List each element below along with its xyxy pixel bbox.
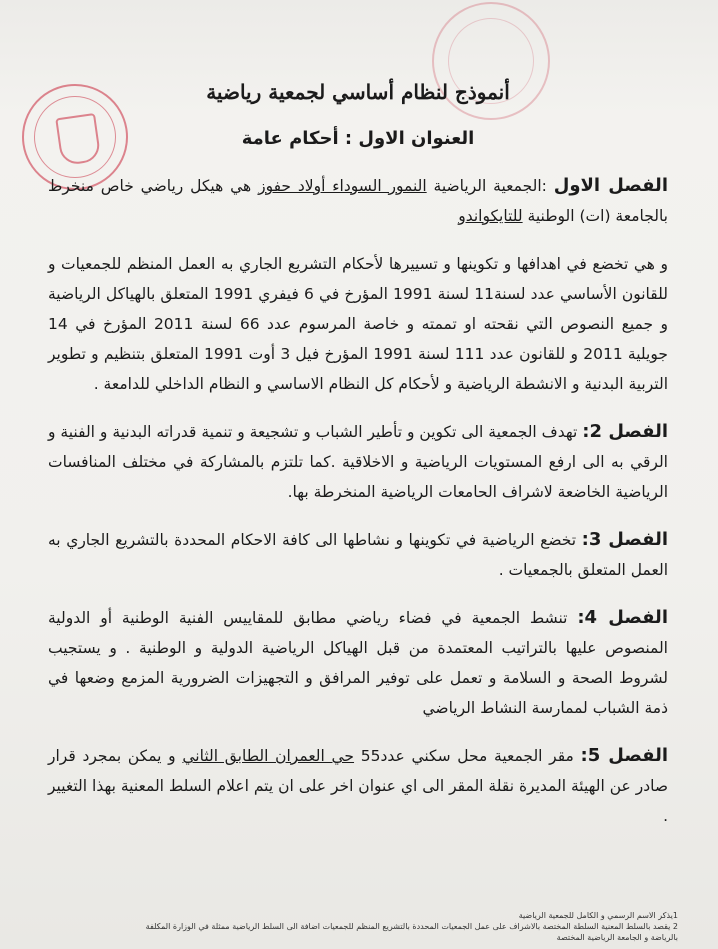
article-heading: الفصل 5:: [580, 745, 668, 766]
footnote: 2 يقصد بالسلط المعنية السلطة المختصة بالاشراف على عمل الجمعيات المحددة بالتشريع المنظم للجمعيات اضافة الى السلط الرياضية ممثلة في الوزارة المكلفة: [145, 922, 678, 931]
article-heading: الفصل 3:: [581, 529, 668, 550]
footnote: بالرياضة و الجامعة الرياضية المختصة: [556, 933, 678, 942]
article-heading: الفصل الاول: [553, 175, 668, 196]
article-text: :الجمعية الرياضية: [426, 177, 554, 195]
article-4: [48, 603, 668, 723]
article-2: [48, 417, 668, 507]
footnotes: [40, 910, 678, 943]
article-text: و هي تخضع في اهدافها و تكوينها و تسييرها لأحكام التشريع الجاري به العمل المنظم للجمعيات و للقانون الأساسي عدد لسنة11 لسنة 1991 المؤرخ في 6 فيفري 1991 المتعلق بالهياكل الرياضية و جميع النصوص التي نقحته او تممته و خاصة المرسوم عدد 66 لسنة 2011 المؤرخ في 14 جويلية 2011 و للقانون عدد 111 لسنة 1991 المؤرخ فيل 3 أوت 1991 المتعلق بتنظيم و تطوير التربية البدنية و الانشطة الرياضية و لأحكام كل النظام الاساسي و النظام الداخلي للدامعة .: [48, 255, 668, 393]
association-name: النمور السوداء أولاد حفوز: [258, 177, 427, 195]
article-text: مقر الجمعية محل سكني عدد55: [354, 747, 581, 765]
footnote: 1يذكر الاسم الرسمي و الكامل للجمعية الرياضية: [518, 911, 678, 920]
article-text: تهدف الجمعية الى تكوين و تأطير الشباب و تشجيعة و تنمية قدراته البدنية و الفنية و الرقي به الى ارفع المستويات الرياضية و الاخلاقية .كما تلتزم بالمشاركة في مختلف المنافسات الرياضية الخاضعة لاشراف الحامعات الرياضية المنخرطة بها.: [48, 423, 668, 501]
document-title: أنموذج لنظام أساسي لجمعية رياضية: [206, 80, 510, 104]
federation-name: للتايكواندو: [458, 207, 523, 225]
article-3: [48, 525, 668, 585]
document-body: [48, 80, 668, 849]
article-text: هي هيكل رياضي خاص منخرط بالجامعة (ات) الوطنية: [48, 177, 668, 225]
article-heading: الفصل 4:: [577, 607, 668, 628]
section-title: العنوان الاول : أحكام عامة: [241, 128, 475, 149]
article-text: تنشط الجمعية في فضاء رياضي مطابق للمقاييس الفنية الوطنية أو الدولية المنصوص عليها بالتراتيب المعتمدة من قبل الهياكل الرياضية الدولية و الوطنية . و يستجيب لشروط الصحة و السلامة و تعمل على توفير المرافق و التجهيزات الضرورية المزمع وضعها في ذمة الشباب لممارسة النشاط الرياضي: [48, 609, 668, 717]
article-text: تخضع الرياضية في تكوينها و نشاطها الى كافة الاحكام المحددة بالتشريع الجاري به العمل المتعلق بالجمعيات .: [48, 531, 668, 579]
article-1: [48, 171, 668, 231]
article-heading: الفصل 2:: [582, 421, 669, 442]
article-1-continued: [48, 249, 668, 399]
address: حي العمران الطابق الثاني: [182, 747, 355, 765]
article-text: و يمكن بمجرد قرار صادر عن الهيئة المديرة نقلة المقر الى اي عنوان اخر على ان يتم اعلام السلط المعنية بهذا التغيير .: [48, 747, 668, 825]
article-5: [48, 741, 668, 831]
